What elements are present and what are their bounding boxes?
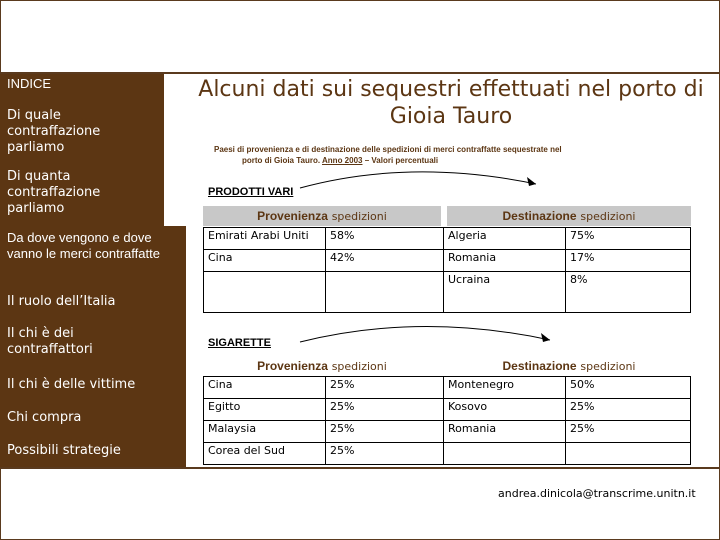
prodotti-table	[203, 227, 691, 313]
table-row: Cina 25% Montenegro 50%	[204, 377, 691, 399]
footer-email[interactable]: andrea.dinicola@transcrime.unitn.it	[498, 487, 696, 500]
sidebar-item-quanta[interactable]: Di quanta contraffazione parliamo	[7, 169, 101, 216]
page-subtitle	[214, 144, 674, 166]
sigarette-table	[203, 376, 691, 465]
subtitle-line2-suffix: – Valori percentuali	[364, 156, 439, 165]
sigarette-prov-header: Provenienza spedizioni	[203, 356, 441, 376]
table-row: Ucraina 8%	[204, 272, 691, 313]
subtitle-year: Anno 2003	[322, 156, 363, 165]
page-title: Alcuni dati sui sequestri effettuati nel porto di Gioia Tauro	[198, 77, 704, 129]
sidebar-item-vittime[interactable]: Il chi è delle vittime	[7, 377, 136, 392]
curved-arrow-icon	[300, 166, 600, 206]
table-row: Egitto 25% Kosovo 25%	[204, 399, 691, 421]
prodotti-dest-header: Destinazione spedizioni	[447, 206, 691, 226]
sidebar-item-quale[interactable]: Di quale contraffazione parliamo	[7, 108, 101, 155]
sidebar-item-italia[interactable]: Il ruolo dell’Italia	[7, 294, 116, 309]
sidebar-item-chi-compra[interactable]: Chi compra	[7, 410, 82, 425]
sigarette-dest-header: Destinazione spedizioni	[447, 356, 691, 376]
sidebar-item-strategie[interactable]: Possibili strategie	[7, 443, 121, 458]
section-title-sigarette: SIGARETTE	[208, 337, 271, 349]
section-title-prodotti: PRODOTTI VARI	[208, 186, 294, 198]
subtitle-line2-prefix: porto di Gioia Tauro.	[242, 156, 321, 165]
bottom-divider	[0, 467, 720, 469]
table-row: Corea del Sud 25%	[204, 443, 691, 465]
subtitle-line1: Paesi di provenienza e di destinazione delle spedizioni di merci contraffatte sequestrate nel	[214, 145, 562, 154]
sidebar-item-provenienza[interactable]: Da dove vengono e dove vanno le merci contraffatte	[7, 230, 160, 261]
table-row: Cina 42% Romania 17%	[204, 250, 691, 272]
table-row: Malaysia 25% Romania 25%	[204, 421, 691, 443]
sidebar-item-contraffattori[interactable]: Il chi è dei contraffattori	[7, 326, 93, 357]
sidebar-item-indice[interactable]: INDICE	[7, 76, 52, 91]
prodotti-prov-header: Provenienza spedizioni	[203, 206, 441, 226]
table-row: Emirati Arabi Uniti 58% Algeria 75%	[204, 228, 691, 250]
curved-arrow-icon	[300, 320, 600, 360]
sidebar-notch	[164, 74, 186, 226]
